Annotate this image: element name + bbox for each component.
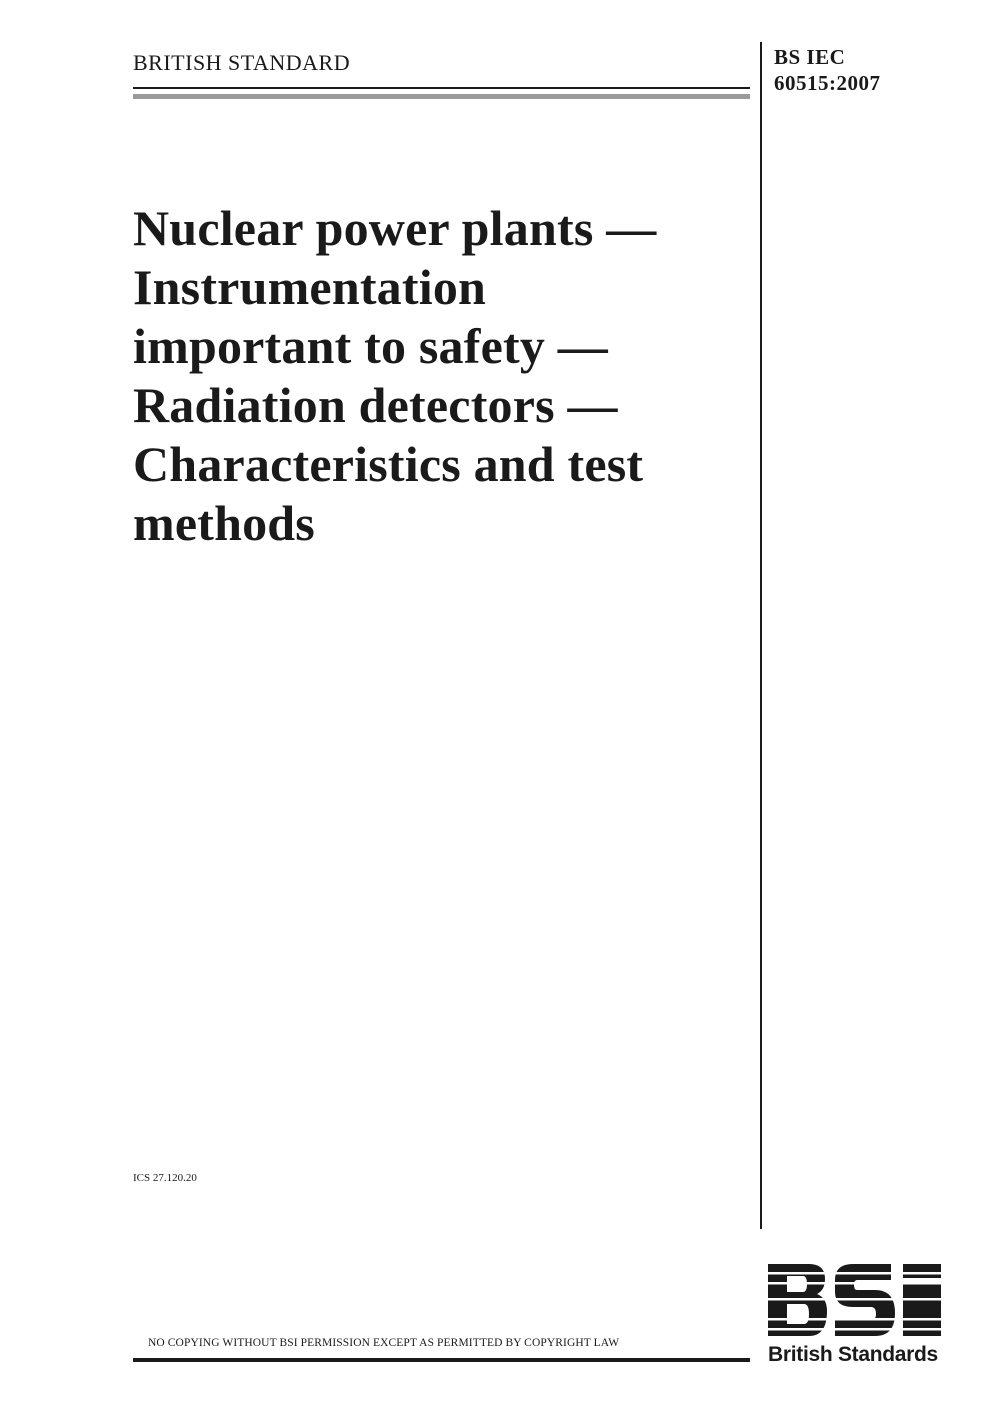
title-line: important to safety — xyxy=(133,318,608,374)
title-line: Radiation detectors — xyxy=(133,377,618,433)
title-line: methods xyxy=(133,495,315,551)
document-title xyxy=(133,199,748,553)
copyright-notice: NO COPYING WITHOUT BSI PERMISSION EXCEPT AS PERMITTED BY COPYRIGHT LAW xyxy=(148,1337,620,1349)
title-line: Instrumentation xyxy=(133,259,487,315)
standard-number-line2: 60515:2007 xyxy=(774,71,881,95)
standard-number xyxy=(774,44,881,96)
header-rule-thick xyxy=(133,94,750,99)
title-line: Characteristics and test xyxy=(133,436,644,492)
logo-caption: British Standards xyxy=(768,1343,938,1366)
header-rule-thin xyxy=(133,87,750,89)
title-line: Nuclear power plants — xyxy=(133,200,657,256)
standard-number-line1: BS IEC xyxy=(774,45,846,69)
ics-code: ICS 27.120.20 xyxy=(133,1172,197,1184)
header-label: BRITISH STANDARD xyxy=(133,50,351,75)
vertical-divider xyxy=(760,42,762,1229)
footer-rule xyxy=(133,1358,750,1362)
